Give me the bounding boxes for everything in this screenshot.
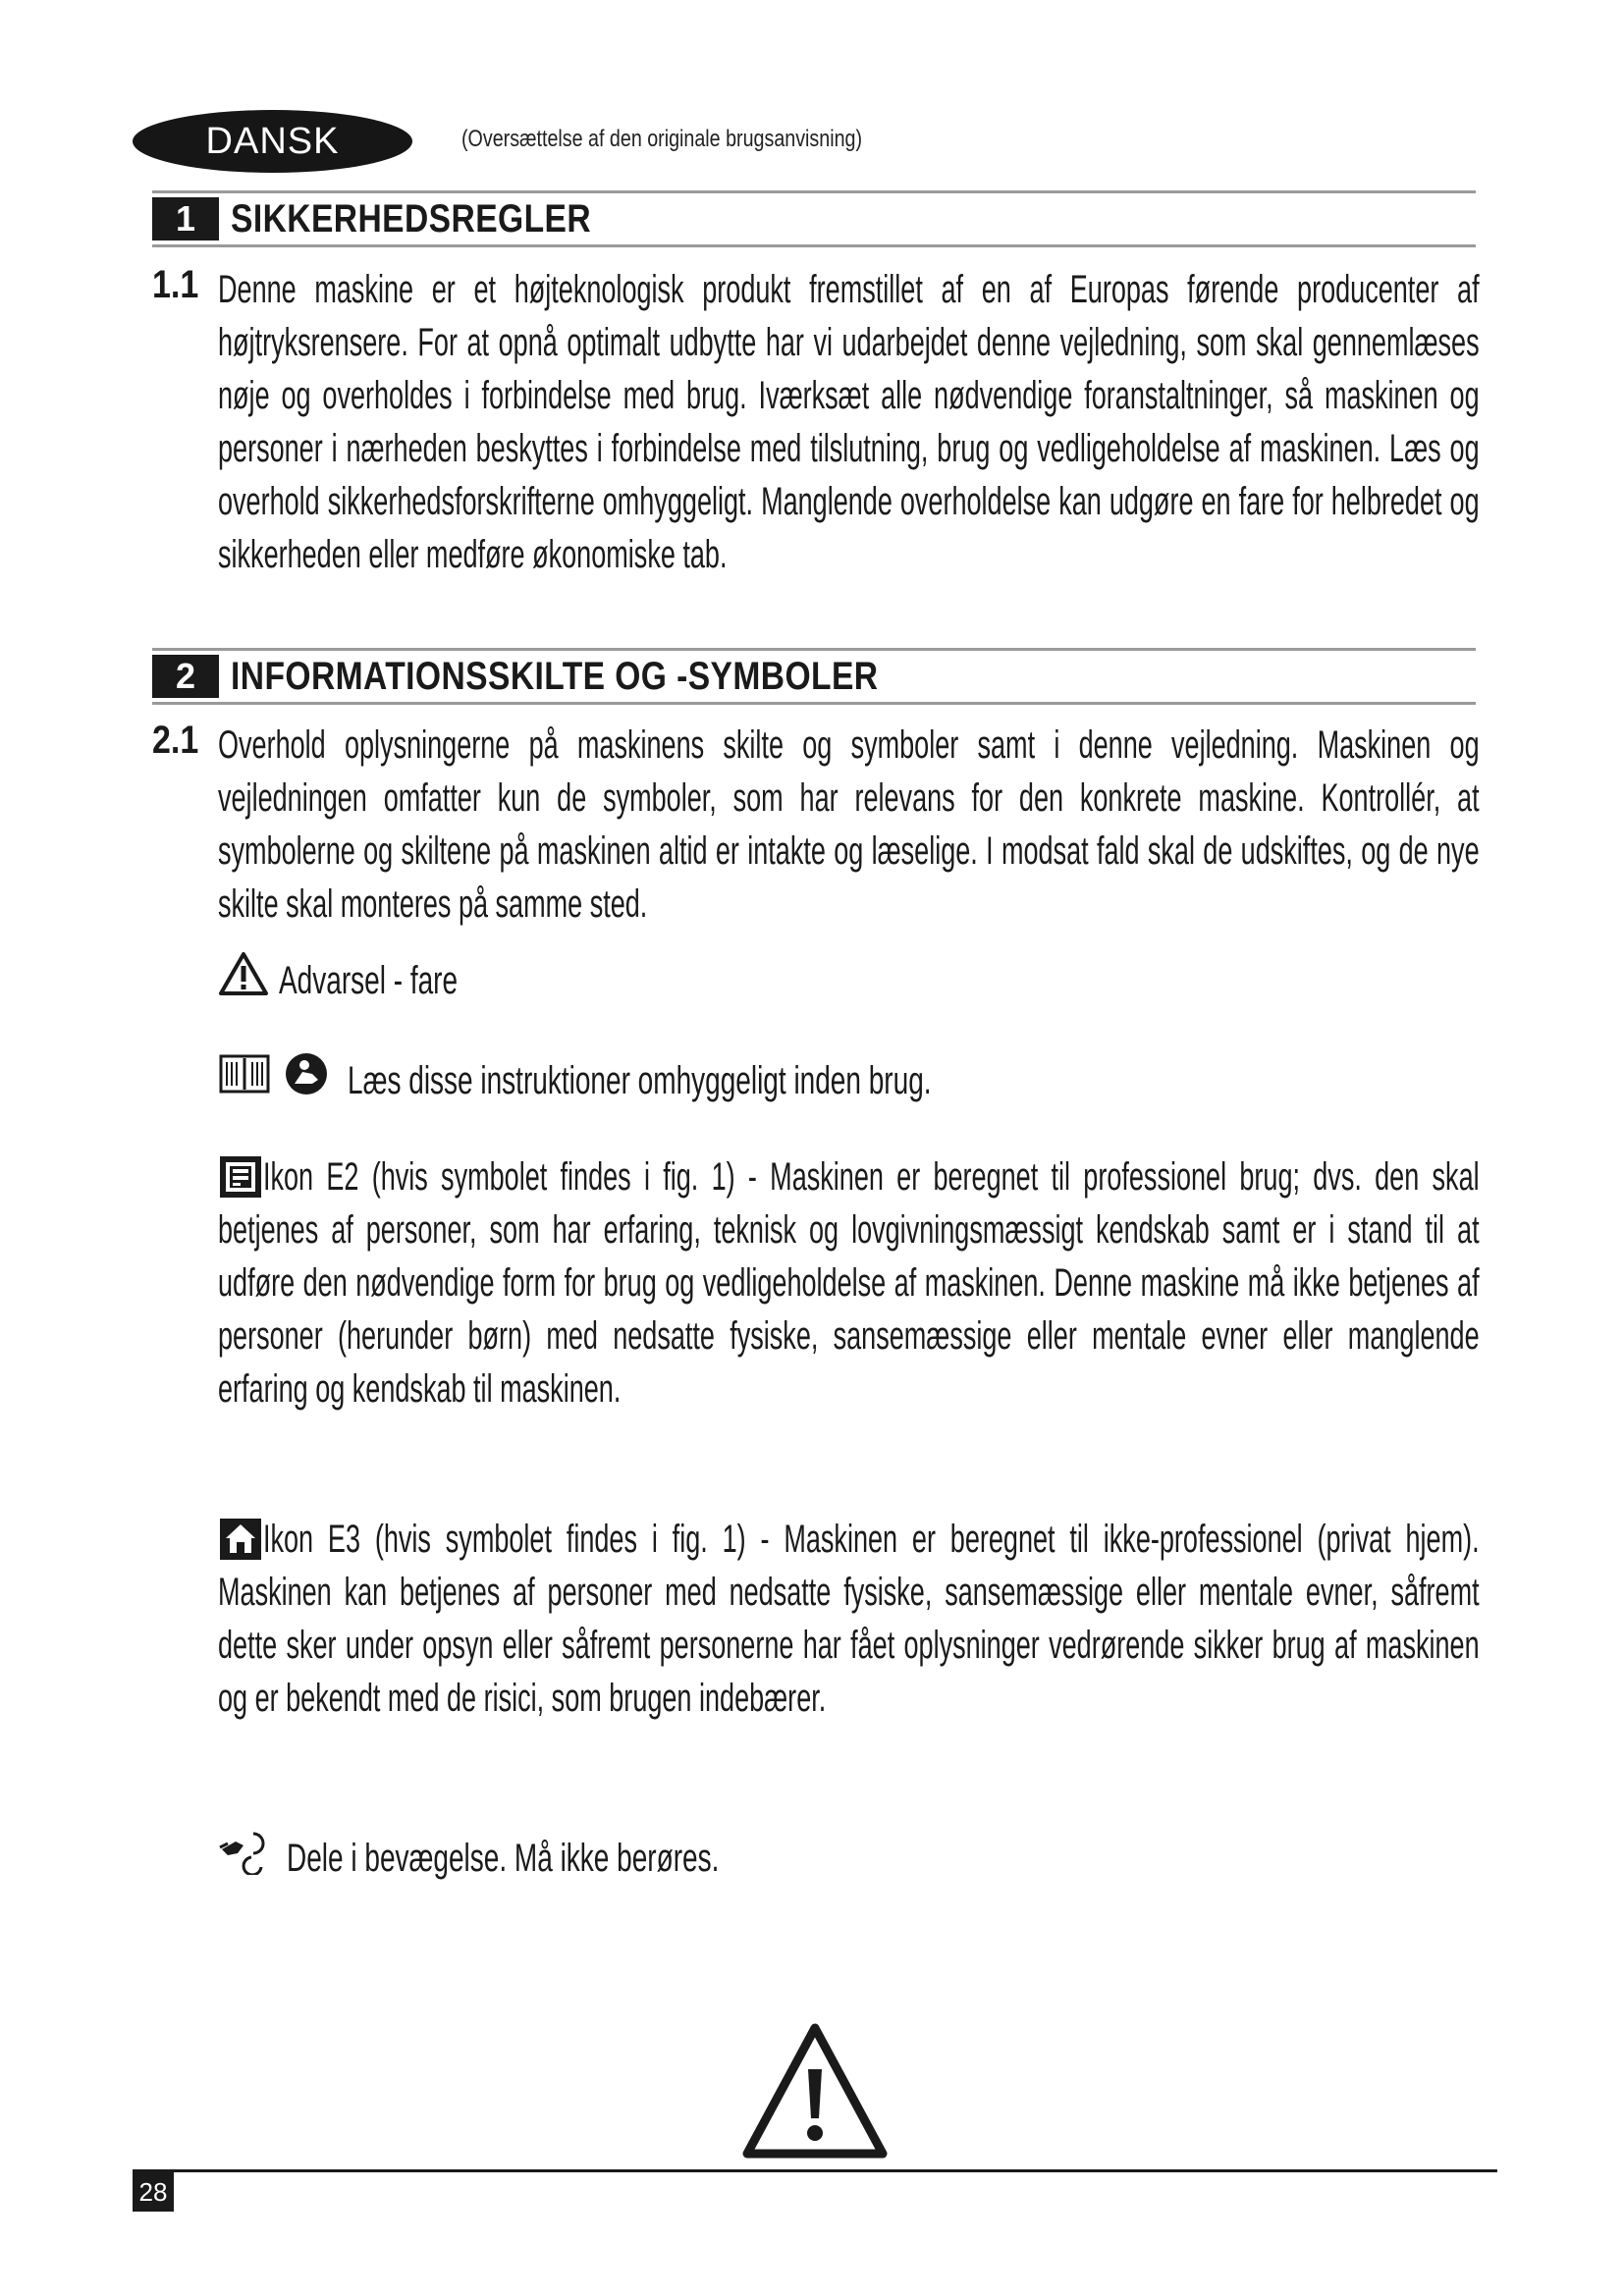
section-title: INFORMATIONSSKILTE OG -SYMBOLER <box>231 654 879 698</box>
language-label: DANSK <box>205 120 340 162</box>
symbol-text: Dele i bevægelse. Må ikke berøres. <box>287 1837 720 1880</box>
symbol-text: Læs disse instruktioner omhyggeligt inden brug. <box>348 1059 932 1102</box>
paragraph-text: Denne maskine er et højteknologisk produkt fremstillet af en af Europas førende producenter af højtryksrensere. For at opnå optimalt udbytte har vi udarbejdet denne vejledning, som skal gennemlæses nøje og overholdes i forbindelse med brug. Iværksæt alle nødvendige foranstaltninger, så maskinen og personer i nærheden beskyttes i forbindelse med tilslutning, brug og vedligeholdelse af maskinen. Læs og overhold sikkerhedsforskrifterne omhyggeligt. Manglende overholdelse kan udgøre en fare for helbredet og sikkerheden eller medføre økonomiske tab. <box>218 268 1480 576</box>
section-heading-2 <box>152 648 1476 705</box>
symbol-text: Advarsel - fare <box>279 959 459 1002</box>
translation-note: (Oversættelse af den originale brugsanvisning) <box>461 126 863 152</box>
section-number: 1 <box>152 197 219 240</box>
symbol-professional-use <box>218 1150 1479 1415</box>
page-number: 28 <box>133 2172 174 2212</box>
paragraph-1-1 <box>218 263 1479 581</box>
section-heading-1 <box>152 190 1476 247</box>
section-number: 2 <box>152 655 219 698</box>
symbol-warning <box>218 950 534 1011</box>
symbol-manual <box>218 1050 1181 1111</box>
symbol-home-use <box>218 1513 1479 1725</box>
symbol-moving-parts <box>218 1828 904 1889</box>
symbol-text: Ikon E3 (hvis symbolet findes i fig. 1) - Maskinen er beregnet til ikke-professionel (privat hjem). Maskinen kan betjenes af personer med nedsatte fysiske, sansemæssige eller mentale evner, såfremt dette sker under opsyn eller såfremt personerne har fået oplysninger vedrørende sikker brug af maskinen og er bekendt med de risici, som brugen indebærer. <box>218 1518 1480 1720</box>
section-title: SIKKERHEDSREGLER <box>231 196 592 240</box>
paragraph-2-1 <box>218 719 1479 931</box>
moving-parts-icon <box>218 1828 269 1889</box>
manual-book-icon <box>218 1052 271 1109</box>
paragraph-number: 2.1 <box>152 719 199 762</box>
read-instructions-icon <box>283 1050 330 1111</box>
language-badge <box>133 110 412 173</box>
paragraph-text: Overhold oplysningerne på maskinens skilte og symboler samt i denne vejledning. Maskinen og vejledningen omfatter kun de symboler, som har relevans for den konkrete maskine. Kontrollér, at symbolerne og skiltene på maskinen altid er intakte og læselige. I modsat fald skal de udskiftes, og de nye skilte skal monteres på samme sted. <box>218 723 1480 926</box>
footer-rule <box>133 2169 1497 2172</box>
paragraph-number: 1.1 <box>152 263 199 306</box>
warning-triangle-icon <box>218 950 269 1011</box>
large-warning-icon <box>741 2020 889 2166</box>
symbol-text: Ikon E2 (hvis symbolet findes i fig. 1) - Maskinen er beregnet til professionel brug; dvs. den skal betjenes af personer, som har erfaring, teknisk og lovgivningsmæssigt kendskab samt er i stand til at udføre den nødvendige form for brug og vedligeholdelse af maskinen. Denne maskine må ikke betjenes af personer (herunder børn) med nedsatte fysiske, sansemæssige eller mentale evner eller manglende erfaring og kendskab til maskinen. <box>218 1155 1480 1411</box>
